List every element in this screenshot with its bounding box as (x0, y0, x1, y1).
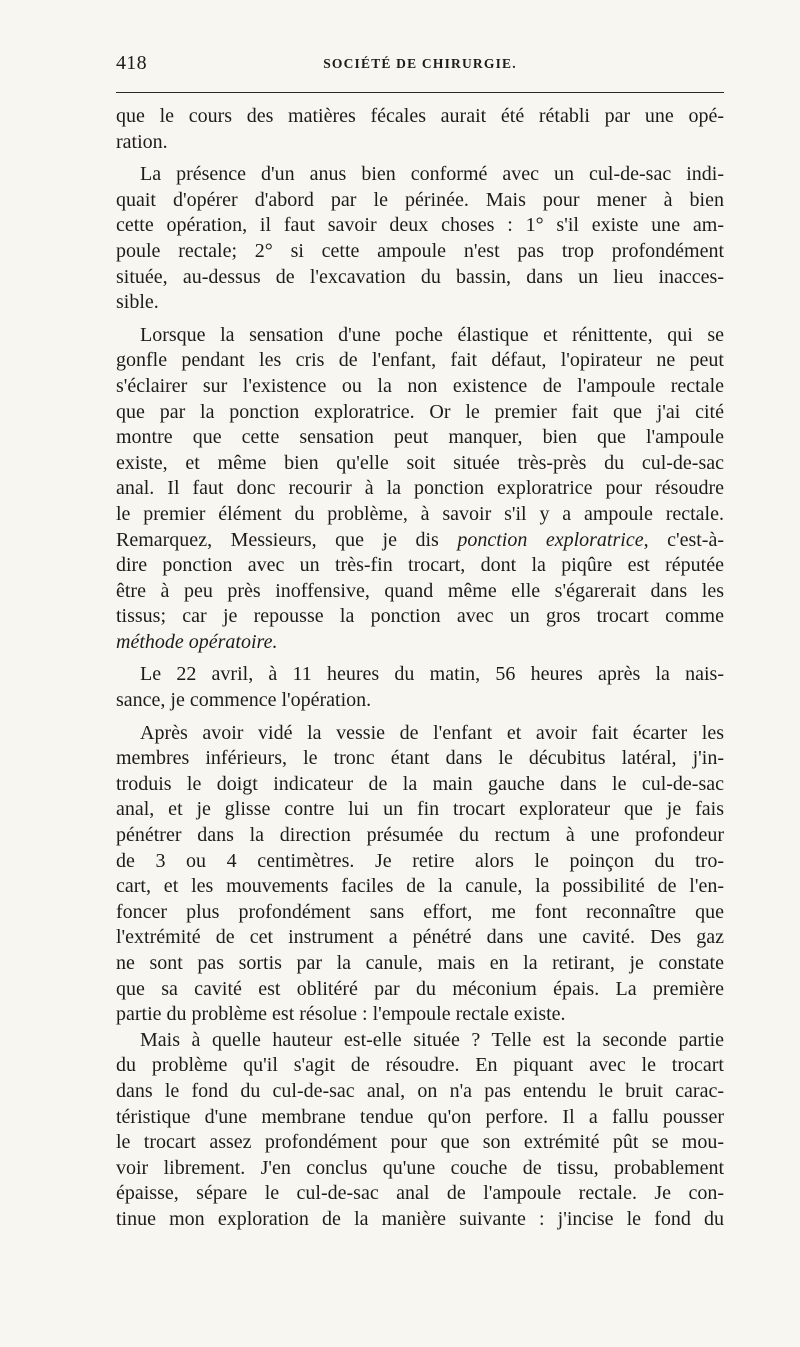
text-line: téristique d'une membrane tendue qu'on perfore. Il a fallu pousser (116, 1105, 724, 1128)
page-header (116, 52, 724, 76)
text-line: le premier élément du problème, à savoir s'il y a ampoule rectale. (116, 502, 724, 525)
paragraph (116, 1028, 724, 1233)
paragraph (116, 662, 724, 713)
text-line: cart, et les mouvements faciles de la canule, la possibilité de l'en- (116, 875, 724, 898)
text-line: que le cours des matières fécales aurait été rétabli par une opé- (116, 105, 724, 127)
running-title: SOCIÉTÉ DE CHIRURGIE. (323, 56, 517, 71)
text-line: quait d'opérer d'abord par le périnée. Mais pour mener à bien (116, 188, 724, 211)
text-line: gonfle pendant les cris de l'enfant, fait défaut, l'opirateur ne peut (116, 349, 724, 372)
text-line: anal, et je glisse contre lui un fin trocart explorateur que je fais (116, 798, 724, 821)
text-line: voir librement. J'en conclus qu'une couche de tissu, probablement (116, 1156, 724, 1179)
text-line: cette opération, il faut savoir deux choses : 1° s'il existe une am- (116, 214, 724, 237)
text-line: troduis le doigt indicateur de la main gauche dans le cul-de-sac (116, 772, 724, 795)
text-line: que par la ponction exploratrice. Or le premier fait que j'ai cité (116, 400, 724, 423)
paragraph (116, 162, 724, 316)
text-line: dire ponction avec un très-fin trocart, dont la piqûre est réputée (116, 554, 724, 577)
text-line: existe, et même bien qu'elle soit située très-près du cul-de-sac (116, 451, 724, 474)
italic-term: ponction exploratrice (457, 528, 644, 551)
text-line: partie du problème est résolue : l'empoule rectale existe. (116, 1003, 566, 1026)
text-line: anal. Il faut donc recourir à la ponction exploratrice pour résoudre (116, 477, 724, 500)
text-line: Après avoir vidé la vessie de l'enfant et avoir fait écarter les (140, 721, 724, 744)
text-line: sance, je commence l'opération. (116, 689, 372, 712)
text-line: du problème qu'il s'agit de résoudre. En piquant avec le trocart (116, 1054, 724, 1077)
page-number: 418 (116, 52, 147, 74)
text-line: située, au-dessus de l'excavation du bassin, dans un lieu inacces- (116, 265, 724, 288)
text-line: Mais à quelle hauteur est-elle située ? Telle est la seconde partie (140, 1028, 724, 1051)
text-segment: , c'est-à- (643, 528, 724, 551)
text-line: épaisse, sépare le cul-de-sac anal de l'ampoule rectale. Je con- (116, 1182, 724, 1205)
text-line: sible. (116, 291, 159, 314)
text-line: poule rectale; 2° si cette ampoule n'est pas trop profondément (116, 239, 724, 262)
text-line: membres inférieurs, le tronc étant dans le décubitus latéral, j'in- (116, 747, 724, 770)
text-line: tissus; car je repousse la ponction avec un gros trocart comme (116, 605, 724, 628)
text-line: l'extrémité de cet instrument a pénétré dans une cavité. Des gaz (116, 926, 724, 949)
text-line: montre que cette sensation peut manquer, bien que l'ampoule (116, 426, 724, 449)
text-line: foncer plus profondément sans effort, me font reconnaître que (116, 900, 724, 923)
text-line: ne sont pas sortis par la canule, mais en la retirant, je constate (116, 952, 724, 974)
paragraph (116, 104, 724, 155)
text-line: s'éclairer sur l'existence ou la non existence de l'ampoule rectale (116, 374, 724, 397)
text-line: de 3 ou 4 centimètres. Je retire alors le poinçon du tro- (116, 849, 724, 872)
italic-term: méthode opératoire. (116, 630, 278, 653)
header-rule (116, 92, 724, 93)
text-line: pénétrer dans la direction présumée du rectum à une profondeur (116, 824, 724, 847)
body-text (116, 104, 724, 1233)
text-line: dans le fond du cul-de-sac anal, on n'a pas entendu le bruit carac- (116, 1079, 724, 1102)
text-line (116, 630, 724, 656)
text-line: Le 22 avril, à 11 heures du matin, 56 heures après la nais- (140, 663, 724, 686)
text-line: tinue mon exploration de la manière suivante : j'incise le fond du (116, 1207, 724, 1230)
text-line-with-italic (116, 528, 724, 554)
paragraph (116, 721, 724, 1028)
text-line: Lorsque la sensation d'une poche élastique et rénittente, qui se (140, 323, 724, 346)
text-line: être à peu près inoffensive, quand même elle s'égarerait dans les (116, 579, 724, 602)
text-line: le trocart assez profondément pour que son extrémité pût se mou- (116, 1131, 724, 1154)
text-line: ration. (116, 130, 168, 153)
text-line: La présence d'un anus bien conformé avec un cul-de-sac indi- (140, 163, 724, 186)
text-segment: Remarquez, Messieurs, que je dis (116, 528, 458, 551)
text-line: que sa cavité est oblitéré par du méconium épais. La première (116, 977, 724, 1000)
paragraph (116, 323, 724, 656)
